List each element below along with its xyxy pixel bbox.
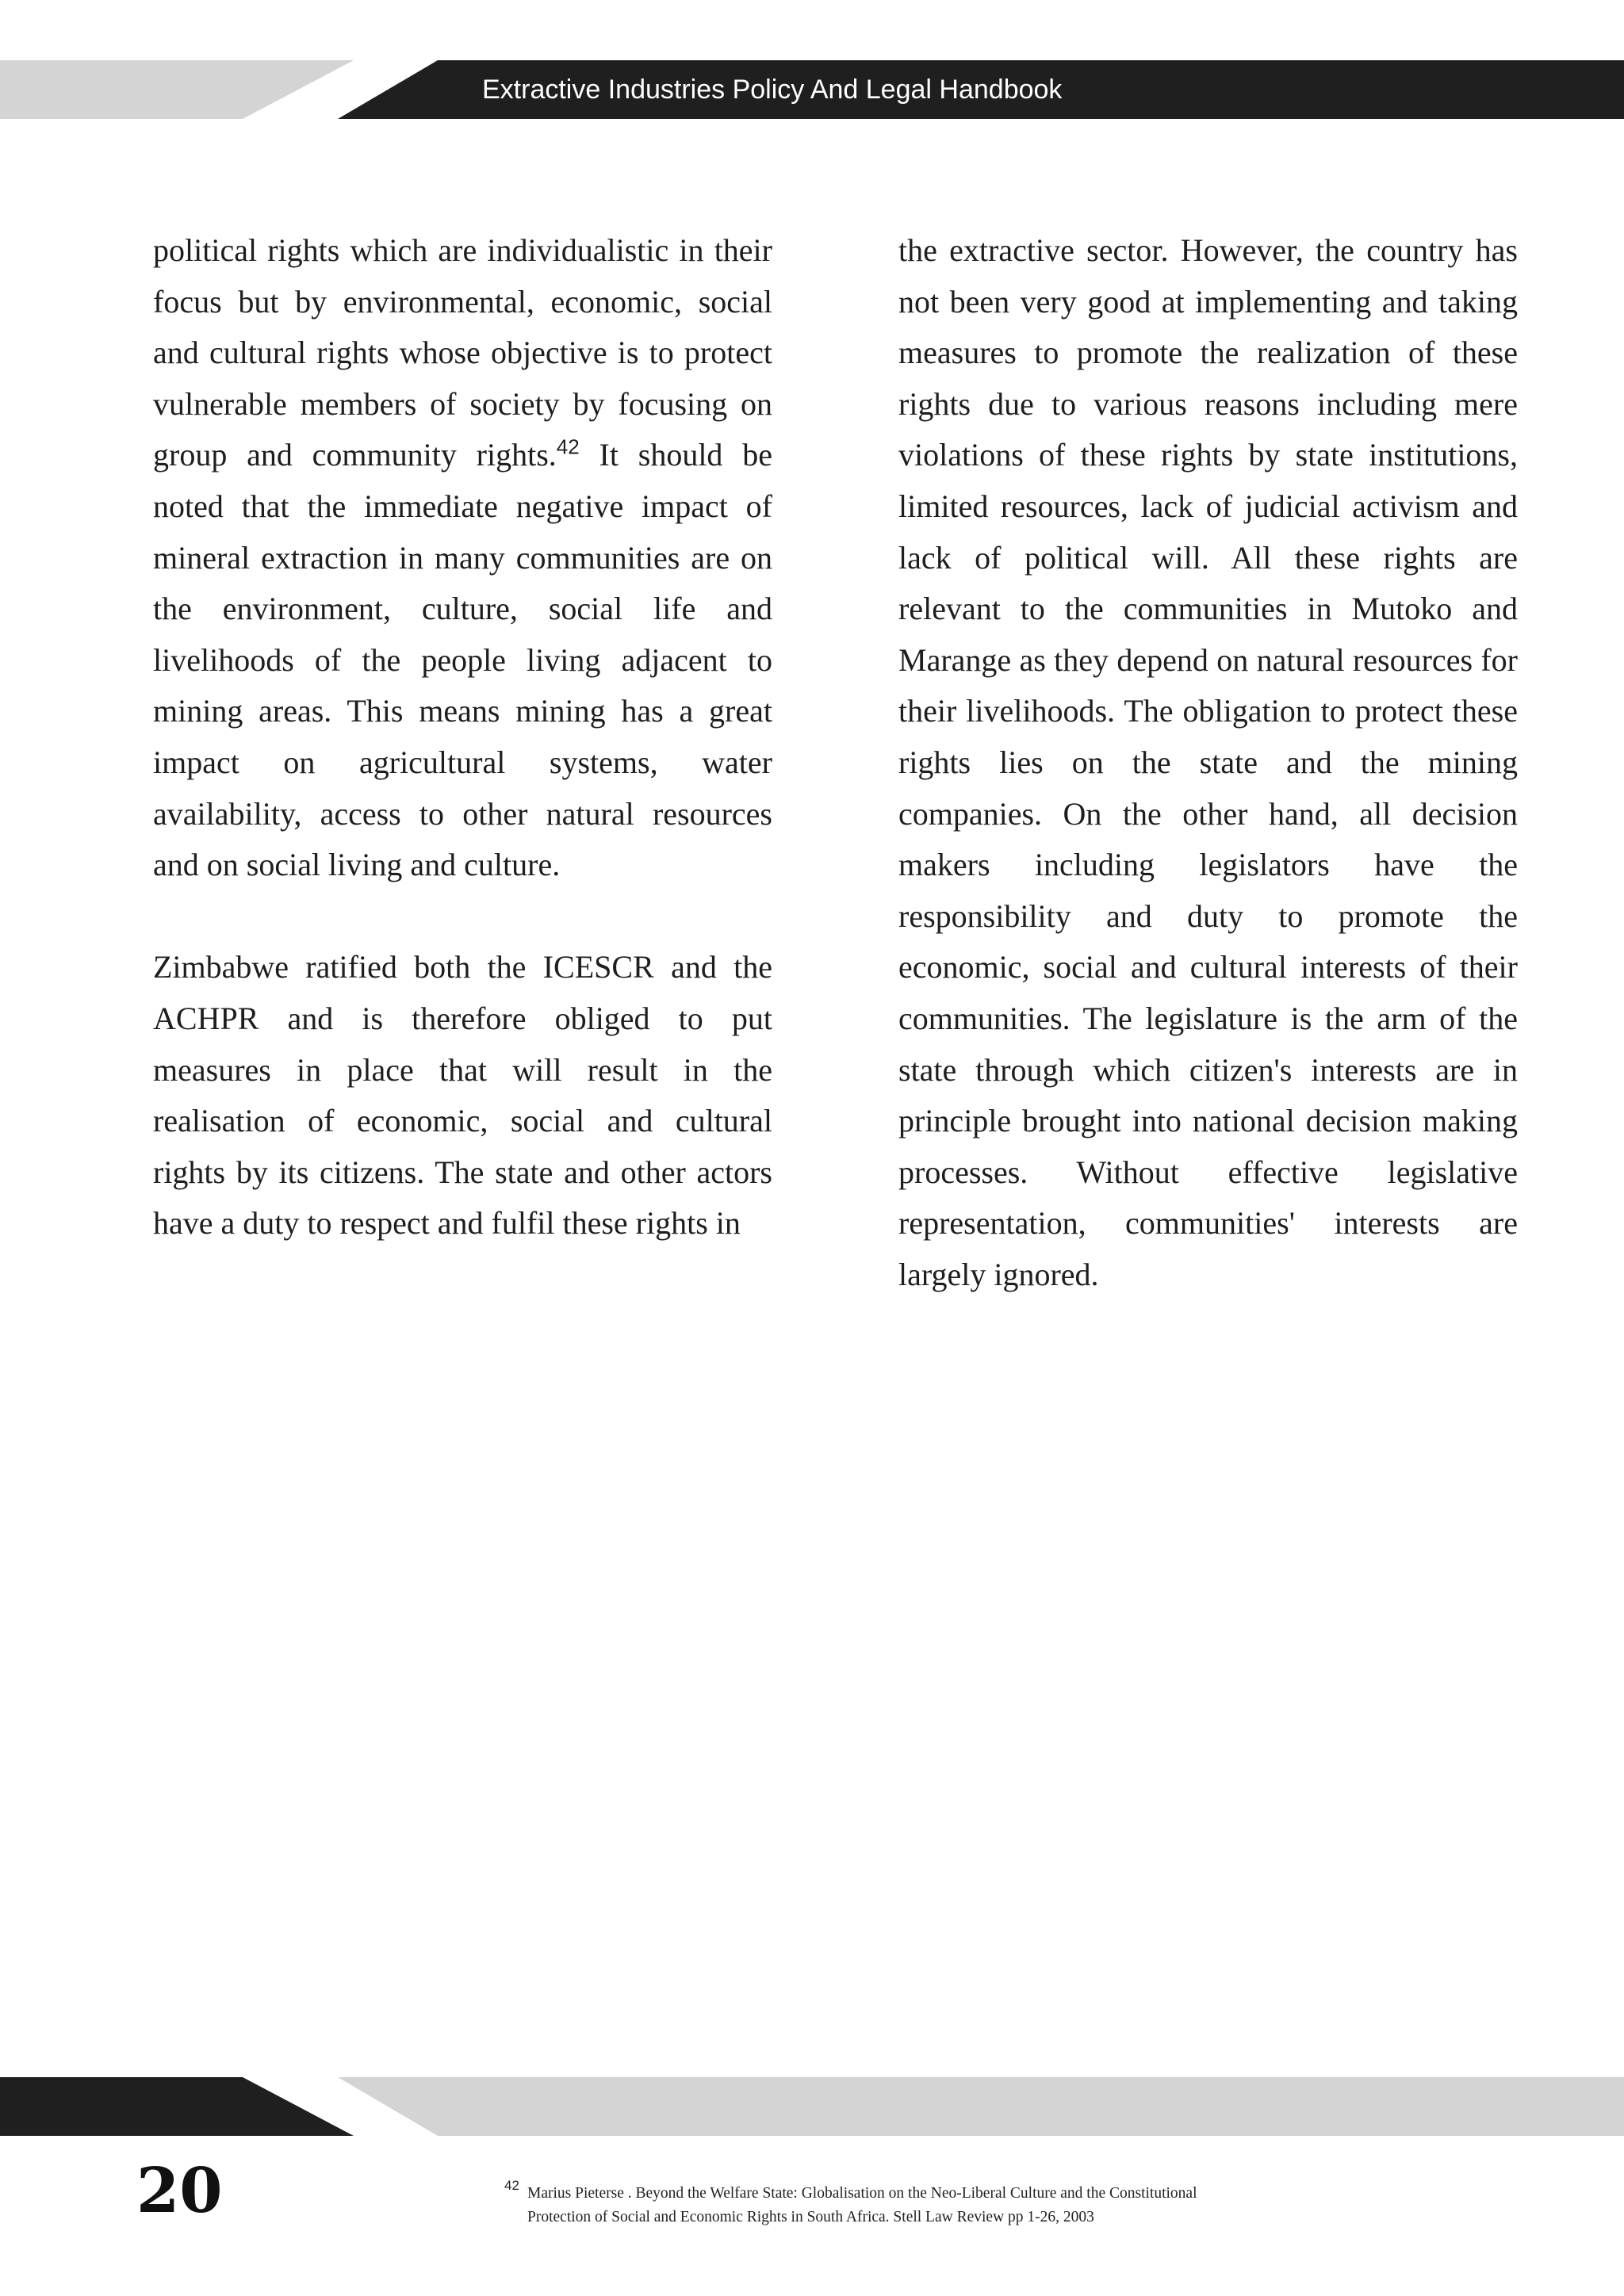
left-paragraph-1-part-b: It should be noted that the immediate negative impact of mineral extraction in many communities are on the environment, culture, social life and livelihoods of the people living adjacent to mining areas. This means mining has a great impact on agricultural systems, water availability, access to other natural resources and on social living and culture. <box>153 437 772 883</box>
footnote-marker: 42 <box>504 2178 519 2193</box>
header-grey-shape <box>0 60 354 119</box>
footer-black-shape <box>0 2077 354 2136</box>
footnote-line-2: Protection of Social and Economic Rights in South Africa. Stell Law Review pp 1-26, 2003 <box>527 2209 1094 2225</box>
right-paragraph-1: the extractive sector. However, the country has not been very good at implementing and taking measures to promote the realization of these rights due to various reasons including mere violations of these rights by state institutions, limited resources, lack of judicial activism and lack of political will. All these rights are relevant to the communities in Mutoko and Marange as they depend on natural resources for their livelihoods. The obligation to protect these rights lies on the state and the mining companies. On the other hand, all decision makers including legislators have the responsibility and duty to promote the economic, social and cultural interests of their communities. The legislature is the arm of the state through which citizen's interests are in principle brought into national decision making processes. Without effective legislative representation, communities' interests are largely ignored. <box>898 232 1518 1292</box>
page-number: 20 <box>136 2155 223 2227</box>
footnote <box>504 2178 1535 2229</box>
header-band <box>0 0 1624 127</box>
right-column <box>898 225 1518 1300</box>
header-title: Extractive Industries Policy And Legal Handbook <box>482 75 1063 105</box>
left-column <box>153 225 772 1249</box>
left-paragraph-1-part-a: political rights which are individualistic in their focus but by environmental, economic, social and cultural rights whose objective is to protect vulnerable members of society by focusing on group and community rights. <box>153 232 772 473</box>
footnote-reference: 42 <box>556 435 580 460</box>
footer-band <box>0 2077 1624 2141</box>
footer-grey-shape <box>338 2077 1624 2136</box>
left-paragraph-1 <box>153 225 772 891</box>
footnote-line-1: Marius Pieterse . Beyond the Welfare State: Globalisation on the Neo-Liberal Culture and the Constitutional <box>527 2185 1197 2202</box>
left-paragraph-2: Zimbabwe ratified both the ICESCR and the ACHPR and is therefore obliged to put measures in place that will result in the realisation of economic, social and cultural rights by its citizens. The state and other actors have a duty to respect and fulfil these rights in <box>153 949 772 1242</box>
